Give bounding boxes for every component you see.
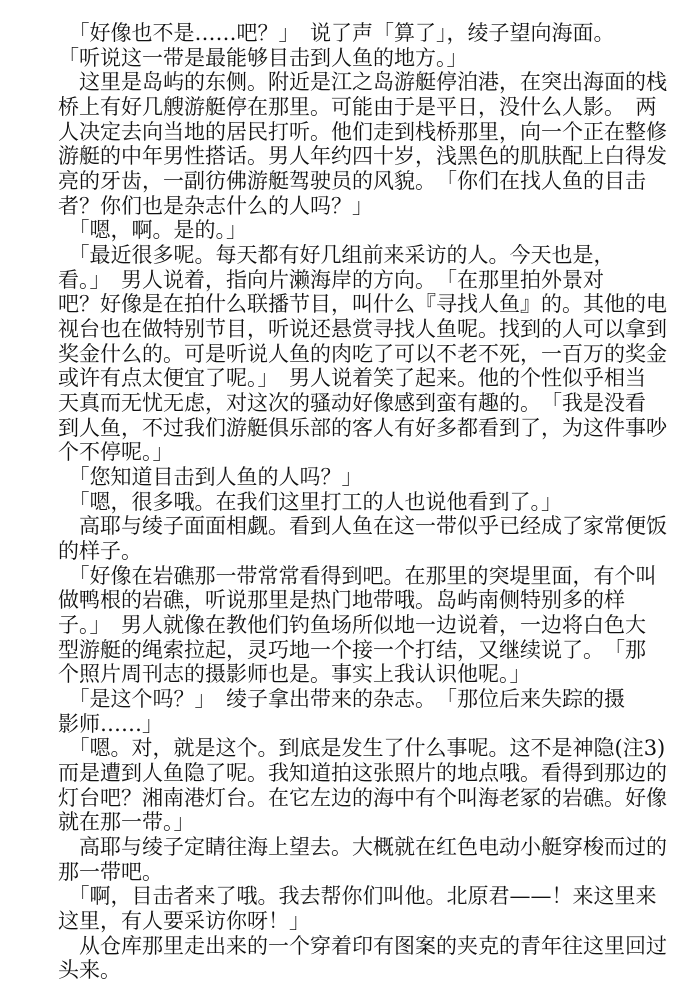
text-line: 到人鱼，不过我们游艇俱乐部的客人有好多都看到了，为这件事吵 (58, 415, 667, 440)
text-line: 「啊，目击者来了哦。我去帮你们叫他。北原君——！来这里来 (58, 884, 657, 909)
text-line: 天真而无忧无虑，对这次的骚动好像感到蛮有趣的。 「我是没看 (58, 391, 646, 415)
text-line: 奖金什么的。可是听说人鱼的肉吃了可以不老不死，一百万的奖金 (58, 341, 667, 366)
text-line: 「嗯。对，就是这个。到底是发生了什么事呢。这不是神隐(注3) (58, 736, 666, 761)
text-line: 型游艇的绳索拉起，灵巧地一个接一个打结，又继续说了。 「那 (58, 637, 646, 662)
text-line: 就在那一带。」 (58, 810, 195, 835)
text-line: 这里，有人要采访你呀！」 (58, 909, 310, 933)
text-line: 「好像在岩礁那一带常常看得到吧。在那里的突堤里面，有个叫 (58, 563, 657, 588)
text-line: 亮的牙齿，一副彷佛游艇驾驶员的风貌。 「你们在找人鱼的目击 (58, 169, 646, 193)
text-line: 视台也在做特别节目，听说还悬赏寻找人鱼呢。找到的人可以拿到 (58, 317, 667, 341)
text-line: 高耶与绫子面面相觑。看到人鱼在这一带似乎已经成了家常便饭 (58, 514, 667, 539)
text-line: 子。」 男人就像在教他们钓鱼场所似地一边说着，一边将白色大 (58, 613, 646, 637)
text-line: 那一带吧。 (58, 859, 163, 884)
text-line: 或许有点太便宜了呢。」 男人说着笑了起来。他的个性似乎相当 (58, 366, 646, 391)
text-line: 头来。 (58, 958, 121, 983)
text-line: 吧？好像是在拍什么联播节目，叫什么『寻找人鱼』的。其他的电 (58, 292, 667, 317)
text-line: 的样子。 (58, 539, 142, 563)
text-line: 个照片周刊志的摄影师也是。事实上我认识他呢。」 (58, 662, 531, 687)
text-line: 桥上有好几艘游艇停在那里。可能由于是平日，没什么人影。 两 (58, 95, 657, 119)
text-line: 看。」 男人说着，指向片濑海岸的方向。 「在那里拍外景对 (58, 267, 604, 292)
text-line: 「嗯，很多哦。在我们这里打工的人也说他看到了。」 (58, 489, 562, 514)
text-line: 「听说这一带是最能够目击到人鱼的地方。」 (58, 45, 468, 70)
text-line: 人决定去向当地的居民打听。他们走到栈桥那里，向一个正在整修 (58, 119, 667, 144)
text-line: 个不停呢。」 (58, 440, 174, 465)
text-line: 游艇的中年男性搭话。男人年约四十岁，浅黑色的肌肤配上白得发 (58, 144, 667, 169)
text-line: 「您知道目击到人鱼的人吗？」 (58, 465, 363, 489)
text-line: 从仓库那里走出来的一个穿着印有图案的夹克的青年往这里回过 (58, 933, 667, 958)
text-line: 而是遭到人鱼隐了呢。我知道拍这张照片的地点哦。看得到那边的 (58, 761, 667, 785)
text-line: 影师……」 (58, 711, 163, 736)
text-line: 「是这个吗？」 绫子拿出带来的杂志。 「那位后来失踪的摄 (58, 687, 625, 711)
text-line: 这里是岛屿的东侧。附近是江之岛游艇停泊港，在突出海面的栈 (58, 70, 667, 95)
text-line: 「好像也不是……吧？」 说了声「算了」，绫子望向海面。 (58, 21, 615, 45)
text-line: 「最近很多呢。每天都有好几组前来采访的人。今天也是， (58, 243, 615, 267)
text-line: 灯台吧？湘南港灯台。在它左边的海中有个叫海老冢的岩礁。好像 (58, 785, 667, 810)
text-line: 高耶与绫子定睛往海上望去。大概就在红色电动小艇穿梭而过的 (58, 835, 667, 859)
text-line: 做鸭根的岩礁，听说那里是热门地带哦。岛屿南侧特别多的样 (58, 588, 625, 613)
text-line: 「嗯，啊。是的。」 (58, 218, 247, 243)
text-line: 者？你们也是杂志什么的人吗？」 (58, 193, 373, 218)
